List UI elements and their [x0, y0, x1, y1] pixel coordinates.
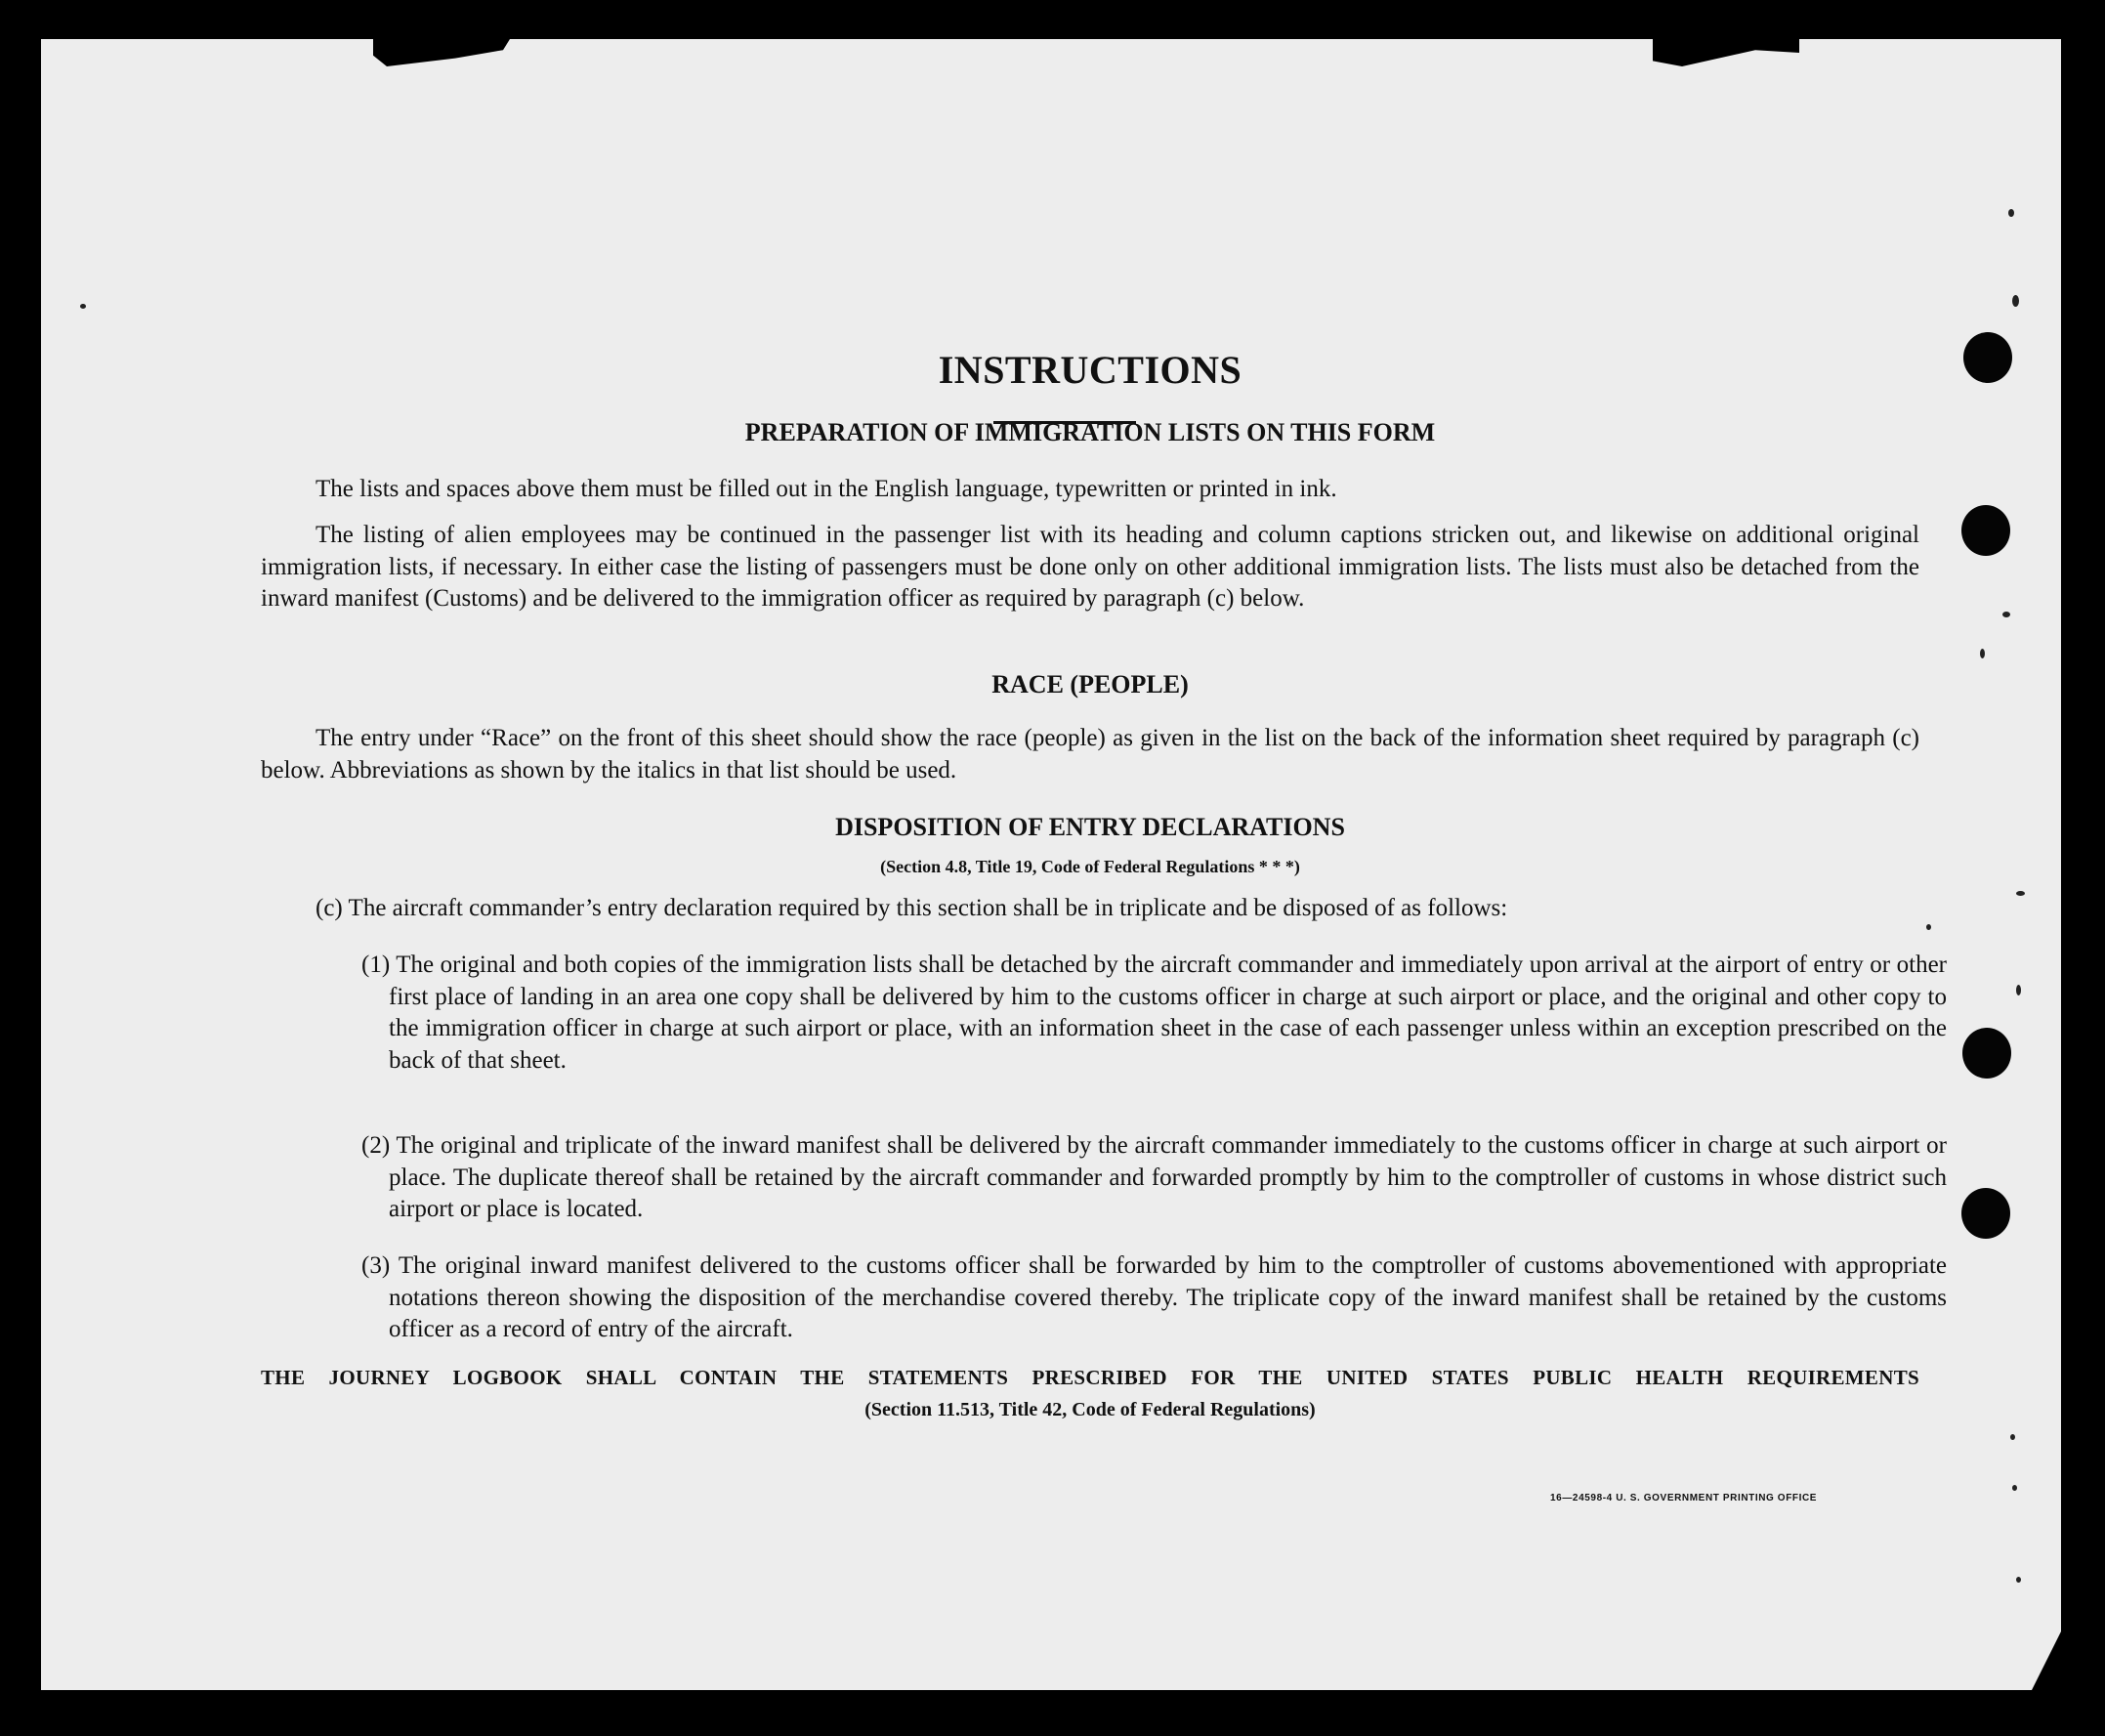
speck [2010, 1434, 2015, 1440]
punch-hole [1962, 1028, 2011, 1079]
speck [2008, 209, 2014, 217]
logbook-heading: THE JOURNEY LOGBOOK SHALL CONTAIN THE STATEMENTS PRESCRIBED FOR THE UNITED STATES PUBLIC HEALTH REQUIREMENTS [261, 1366, 1919, 1389]
speck [2012, 1485, 2017, 1491]
document-page [41, 39, 2061, 1690]
preparation-paragraph-2: The listing of alien employees may be continued in the passenger list with its heading and column captions stricken out, and likewise on additional original immigration lists, if necessary. In either case the listing of passengers must be done only on other additional immigration lists. The lists must also be detached from the inward manifest (Customs) and be delivered to the immigration officer as required by paragraph (c) below. [261, 522, 1919, 612]
logbook-citation: (Section 11.513, Title 42, Code of Federal Regulations) [864, 1399, 1316, 1420]
disposition-citation: (Section 4.8, Title 19, Code of Federal Regulations * * *) [880, 857, 1300, 876]
printer-mark: 16—24598-4 U. S. GOVERNMENT PRINTING OFFICE [1550, 1493, 1818, 1503]
punch-hole [1961, 1188, 2010, 1239]
speck [2016, 985, 2021, 995]
torn-edge-corner [2032, 1631, 2061, 1690]
speck [80, 304, 86, 309]
disposition-item-3: (3) The original inward manifest delivered to the customs officer shall be forwarded by him to the comptroller of customs abovementioned with appropriate notations thereon showing the disposition of the merchandise covered thereby. The triplicate copy of the inward manifest shall be retained by the customs officer as a record of entry of the aircraft. [361, 1252, 1947, 1342]
preparation-paragraph-1: The lists and spaces above them must be filled out in the English language, typewritten or printed in ink. [316, 476, 1337, 502]
race-heading: RACE (PEOPLE) [991, 670, 1189, 699]
torn-edge-right [1653, 39, 1799, 66]
disposition-item-1: (1) The original and both copies of the immigration lists shall be detached by the aircraft commander and immediately upon arrival at the airport of entry or other first place of landing in an area one copy shall be delivered by him to the customs officer in charge at such airport or place, and the original and other copy to the immigration officer in charge at such airport or place, with an information sheet in the case of each passenger unless within an exception prescribed on the back of that sheet. [361, 952, 1947, 1074]
speck [2002, 612, 2010, 617]
page-title: INSTRUCTIONS [938, 348, 1242, 392]
speck [1980, 649, 1985, 658]
speck [2012, 295, 2019, 307]
race-paragraph: The entry under “Race” on the front of this sheet should show the race (people) as given in the list on the back of the information sheet required by paragraph (c) below. Abbreviations as shown by the italics in that list should be used. [261, 725, 1919, 783]
disposition-intro: (c) The aircraft commander’s entry declaration required by this section shall be in triplicate and be disposed of as follows: [316, 895, 1508, 921]
punch-hole [1963, 332, 2012, 383]
preparation-heading: PREPARATION OF IMMIGRATION LISTS ON THIS FORM [744, 418, 1436, 446]
disposition-heading: DISPOSITION OF ENTRY DECLARATIONS [835, 813, 1345, 841]
punch-hole [1961, 505, 2010, 556]
speck [1926, 924, 1931, 930]
torn-edge-left [373, 39, 510, 66]
speck [2016, 1577, 2021, 1583]
speck [2016, 891, 2025, 896]
disposition-item-2: (2) The original and triplicate of the inward manifest shall be delivered by the aircraft commander immediately to the customs officer in charge at such airport or place. The duplicate thereof shall be retained by the aircraft commander and forwarded promptly by him to the comptroller of customs in whose district such airport or place is located. [361, 1132, 1947, 1222]
